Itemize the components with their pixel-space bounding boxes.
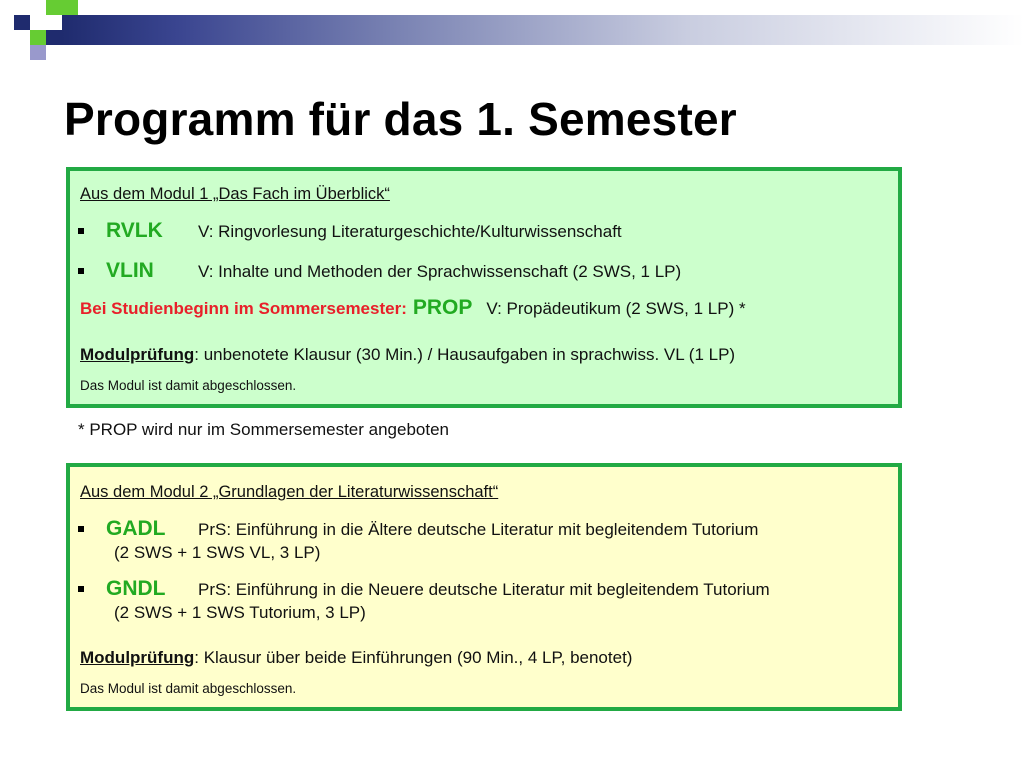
module-completed-note: Das Modul ist damit abgeschlossen. — [80, 378, 297, 393]
list-item — [78, 517, 758, 541]
exam-label: Modulprüfung — [80, 345, 195, 364]
bullet-icon — [78, 228, 84, 234]
course-desc: V: Inhalte und Methoden der Sprachwissenschaft (2 SWS, 1 LP) — [198, 262, 682, 281]
course-desc: PrS: Einführung in die Neuere deutsche Literatur mit begleitendem Tutorium — [198, 580, 770, 599]
summer-label: Bei Studienbeginn im Sommersemester: — [80, 299, 407, 318]
module-exam — [80, 648, 632, 668]
course-code: PROP — [412, 296, 473, 319]
course-desc: V: Propädeutikum (2 SWS, 1 LP) * — [486, 299, 746, 318]
module-exam — [80, 345, 735, 365]
header-gradient-bar — [62, 15, 1024, 45]
exam-text: : unbenotete Klausur (30 Min.) / Hausaufgaben in sprachwiss. VL (1 LP) — [194, 345, 736, 364]
list-item — [78, 577, 770, 601]
module2-box — [66, 463, 902, 711]
logo-square — [14, 15, 30, 30]
logo-square — [30, 30, 46, 45]
course-credits: (2 SWS + 1 SWS VL, 3 LP) — [114, 543, 321, 562]
course-credits: (2 SWS + 1 SWS Tutorium, 3 LP) — [114, 603, 366, 622]
bullet-icon — [78, 586, 84, 592]
course-code: GNDL — [106, 577, 166, 600]
page-title: Programm für das 1. Semester — [64, 93, 737, 145]
footnote: * PROP wird nur im Sommersemester angeboten — [78, 420, 450, 439]
course-code: VLIN — [106, 259, 154, 282]
logo-square — [46, 30, 62, 45]
list-item — [78, 259, 681, 283]
logo-square — [46, 0, 62, 15]
module1-box — [66, 167, 902, 408]
summer-semester-note — [80, 296, 746, 320]
course-desc: PrS: Einführung in die Ältere deutsche Literatur mit begleitendem Tutorium — [198, 520, 759, 539]
course-desc: V: Ringvorlesung Literaturgeschichte/Kulturwissenschaft — [198, 222, 622, 241]
course-code: GADL — [106, 517, 166, 540]
logo-square — [30, 45, 46, 60]
logo-square — [62, 0, 78, 15]
exam-label: Modulprüfung — [80, 648, 195, 667]
module2-heading: Aus dem Modul 2 „Grundlagen der Literaturwissenschaft“ — [80, 483, 499, 501]
exam-text: : Klausur über beide Einführungen (90 Min., 4 LP, benotet) — [194, 648, 633, 667]
bullet-icon — [78, 268, 84, 274]
list-item — [78, 219, 622, 243]
module1-heading: Aus dem Modul 1 „Das Fach im Überblick“ — [80, 185, 390, 203]
module-completed-note: Das Modul ist damit abgeschlossen. — [80, 681, 297, 696]
course-code: RVLK — [106, 219, 163, 242]
bullet-icon — [78, 526, 84, 532]
